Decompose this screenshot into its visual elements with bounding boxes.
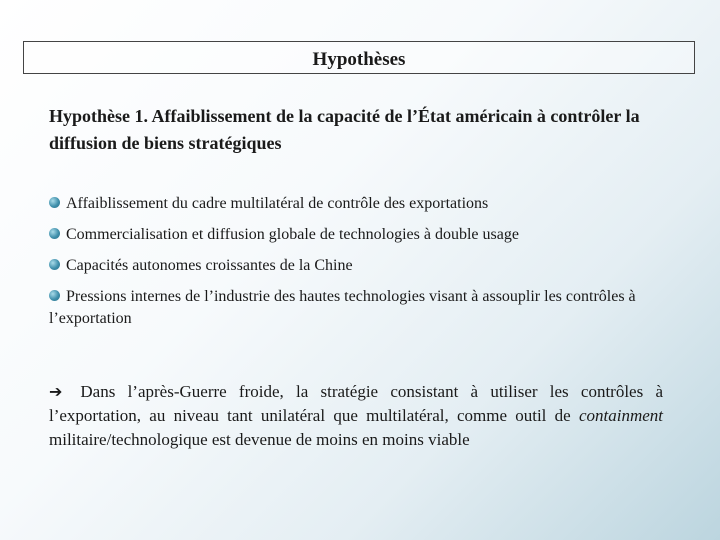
list-item xyxy=(49,224,679,246)
bullet-text: Capacités autonomes croissantes de la Chine xyxy=(66,257,353,274)
bullet-icon xyxy=(49,197,60,208)
bullet-icon xyxy=(49,290,60,301)
bullet-list xyxy=(49,193,679,339)
bullet-text: Affaiblissement du cadre multilatéral de contrôle des exportations xyxy=(66,195,489,212)
title-box xyxy=(23,41,695,74)
bullet-icon xyxy=(49,228,60,239)
conclusion-text-before: Dans l’après-Guerre froide, la stratégie consistant à utiliser les contrôles à l’exportation, au niveau tant unilatéral que multilatéral, comme outil de xyxy=(49,382,663,425)
slide-title: Hypothèses xyxy=(312,49,406,70)
hypothesis-heading: Hypothèse 1. Affaiblissement de la capacité de l’État américain à contrôler la diffusion de biens stratégiques xyxy=(49,106,640,153)
conclusion-paragraph xyxy=(49,380,663,452)
list-item xyxy=(49,255,679,277)
bullet-text: Commercialisation et diffusion globale de technologies à double usage xyxy=(66,226,519,243)
conclusion-text-after: militaire/technologique est devenue de moins en moins viable xyxy=(49,430,470,449)
right-arrow-icon: ➔ xyxy=(49,382,63,401)
conclusion-emphasis: containment xyxy=(578,406,663,425)
list-item xyxy=(49,286,679,330)
bullet-text: Pressions internes de l’industrie des hautes technologies visant à assouplir les contrôles à l’exportation xyxy=(49,288,636,327)
list-item xyxy=(49,193,679,215)
bullet-icon xyxy=(49,259,60,270)
